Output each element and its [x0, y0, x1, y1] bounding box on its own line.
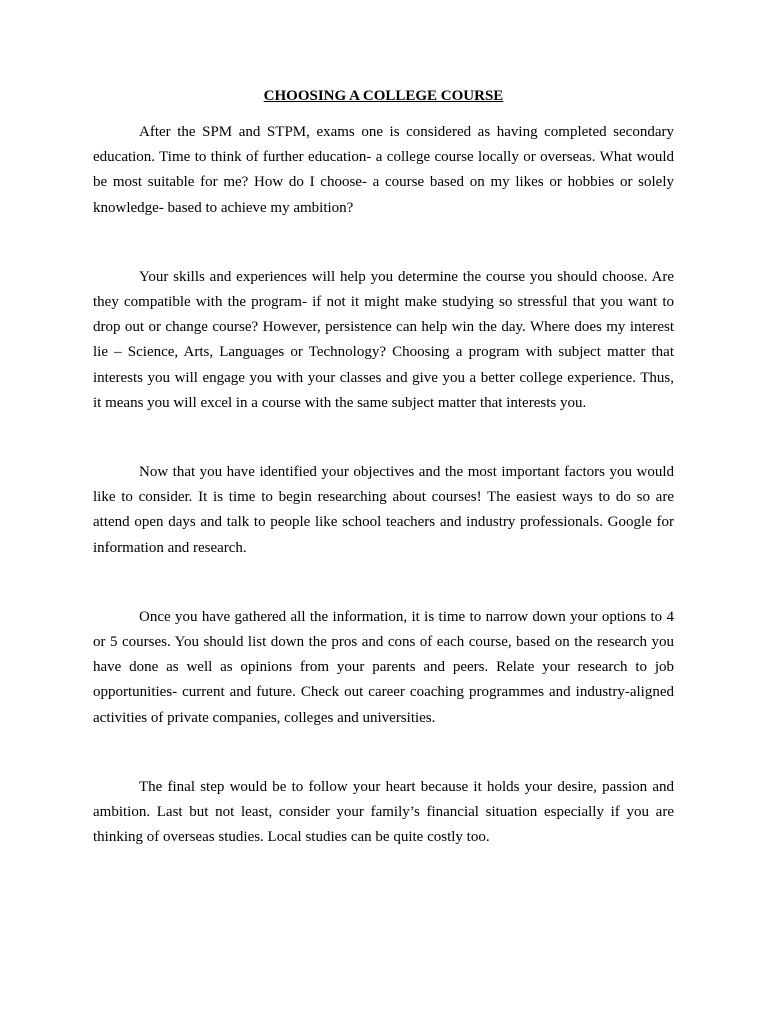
document-page	[93, 86, 674, 850]
paragraph-1: After the SPM and STPM, exams one is considered as having completed secondary education. Time to think of further education- a college course locally or overseas. What would be most suitable for me? How do I choose- a course based on my likes or hobbies or solely knowledge- based to achieve my ambition?	[93, 124, 674, 216]
paragraph-5: The final step would be to follow your heart because it holds your desire, passion and ambition. Last but not least, consider your family’s financial situation especially if you are thinking of overseas studies. Local studies can be quite costly too.	[93, 778, 674, 846]
paragraph-4: Once you have gathered all the information, it is time to narrow down your options to 4 or 5 courses. You should list down the pros and cons of each course, based on the research you have done as well as opinions from your parents and peers. Relate your research to job opportunities- current and future. Check out career coaching programmes and industry-aligned activities of private companies, colleges and universities.	[93, 608, 674, 726]
paragraph-3: Now that you have identified your objectives and the most important factors you would like to consider. It is time to begin researching about courses! The easiest ways to do so are attend open days and talk to people like school teachers and industry professionals. Google for information and research.	[93, 464, 674, 556]
document-title: CHOOSING A COLLEGE COURSE	[263, 88, 504, 104]
paragraph-2: Your skills and experiences will help you determine the course you should choose. Are they compatible with the program- if not it might make studying so stressful that you want to drop out or change course? However, persistence can help win the day. Where does my interest lie – Science, Arts, Languages or Technology? Choosing a program with subject matter that interests you will engage you with your classes and give you a better college experience. Thus, it means you will excel in a course with the same subject matter that interests you.	[93, 268, 674, 411]
